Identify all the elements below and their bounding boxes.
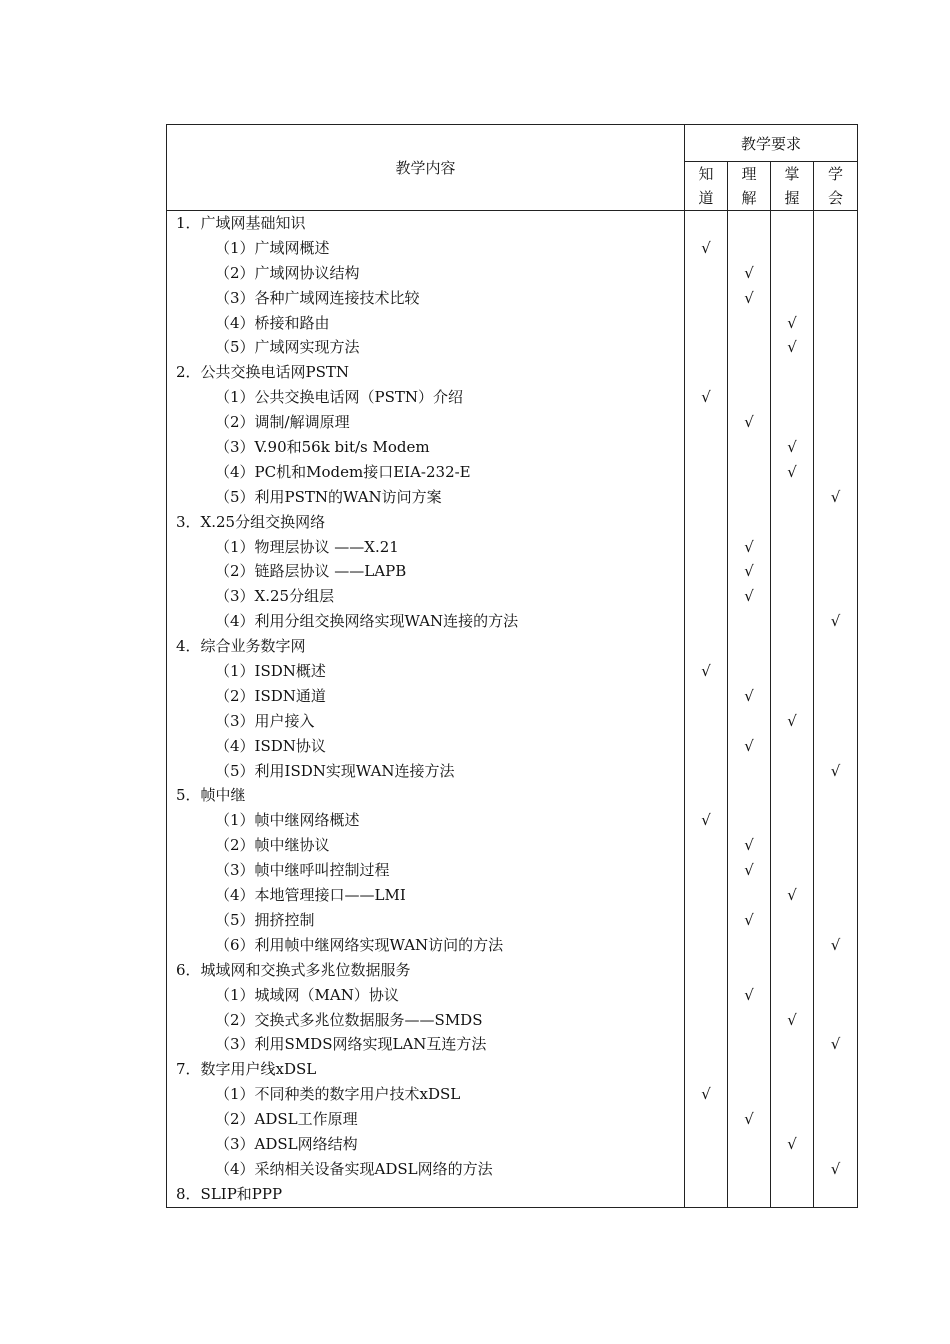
topic-item: （3）帧中继呼叫控制过程 [215,861,390,880]
check-mark: √ [787,338,797,357]
empty-cell [728,211,770,236]
empty-cell [685,1107,727,1132]
section-heading: 5．帧中继 [176,786,246,805]
empty-cell [771,559,813,584]
check-mark: √ [787,462,797,481]
check-mark: √ [701,662,711,681]
empty-cell [728,709,770,734]
empty-cell [771,1032,813,1057]
check-mark: √ [830,487,841,506]
check-mark: √ [830,761,841,780]
empty-cell [685,1182,727,1207]
empty-cell [771,734,813,759]
empty-cell [814,435,857,460]
table-header-row [167,125,858,162]
empty-cell [771,858,813,883]
section-heading: 8．SLIP和PPP [176,1184,283,1203]
empty-cell [771,535,813,560]
empty-cell [771,360,813,385]
empty-cell [685,559,727,584]
empty-cell [685,1132,727,1157]
empty-cell [814,1107,857,1132]
empty-cell [814,311,857,336]
empty-cell [685,634,727,659]
empty-cell [814,584,857,609]
check-mark: √ [701,811,711,830]
empty-cell [685,734,727,759]
topic-item: （2）帧中继协议 [215,836,330,855]
check-mark: √ [744,537,754,556]
empty-cell [728,659,770,684]
check-mark: √ [744,263,754,282]
empty-cell [814,659,857,684]
empty-cell [814,211,857,236]
check-mark: √ [701,388,711,407]
check-mark: √ [744,736,754,755]
topic-item: （1）广域网概述 [215,238,330,257]
empty-cell [728,808,770,833]
empty-cell [685,709,727,734]
empty-cell [685,883,727,908]
empty-cell [814,709,857,734]
empty-cell [814,958,857,983]
topic-item: （5）广域网实现方法 [215,338,360,357]
empty-cell [771,684,813,709]
empty-cell [771,808,813,833]
empty-cell [771,634,813,659]
topic-item: （4）利用分组交换网络实现WAN连接的方法 [215,612,519,631]
empty-cell [685,933,727,958]
empty-cell [771,1182,813,1207]
empty-cell [685,609,727,634]
topic-item: （1）城域网（MAN）协议 [215,985,399,1004]
empty-cell [728,385,770,410]
empty-cell [814,335,857,360]
table-body-row [167,211,858,1208]
empty-cell [685,335,727,360]
check-mark: √ [787,438,797,457]
level-label-top: 学 [828,165,844,183]
section-heading: 1．广域网基础知识 [176,214,306,232]
check-mark: √ [744,836,754,855]
topic-item: （3）V.90和56k bit/s Modem [215,438,430,457]
check-mark: √ [744,587,754,606]
empty-cell [771,958,813,983]
empty-cell [814,1057,857,1082]
topic-item: （4）PC机和Modem接口EIA-232-E [215,462,471,481]
empty-cell [814,858,857,883]
empty-cell [728,510,770,535]
empty-cell [728,933,770,958]
topic-item: （1）物理层协议 ——X.21 [215,537,399,556]
topic-item: （6）利用帧中继网络实现WAN访问的方法 [215,935,504,954]
check-mark: √ [830,1035,841,1054]
check-mark: √ [830,612,841,631]
section-heading: 7．数字用户线xDSL [176,1060,317,1079]
topic-item: （4）采纳相关设备实现ADSL网络的方法 [215,1159,493,1178]
check-mark: √ [787,313,797,332]
empty-cell [685,584,727,609]
master-column [771,211,814,1208]
empty-cell [728,485,770,510]
empty-cell [771,833,813,858]
empty-cell [728,1157,770,1182]
check-mark: √ [744,861,754,880]
empty-cell [685,1057,727,1082]
empty-cell [728,1082,770,1107]
empty-cell [771,410,813,435]
empty-cell [814,1182,857,1207]
empty-cell [685,510,727,535]
check-mark: √ [701,238,711,257]
empty-cell [685,833,727,858]
learn-column [814,211,858,1208]
empty-cell [771,261,813,286]
empty-cell [685,858,727,883]
topic-item: （2）链路层协议 ——LAPB [215,562,407,581]
topic-item: （5）利用ISDN实现WAN连接方法 [215,761,455,780]
check-mark: √ [744,288,754,307]
empty-cell [728,335,770,360]
empty-cell [771,1157,813,1182]
topic-item: （3）各种广域网连接技术比较 [215,288,420,307]
empty-cell [814,261,857,286]
topic-item: （2）调制/解调原理 [215,413,350,432]
empty-cell [771,983,813,1008]
empty-cell [771,584,813,609]
empty-cell [728,1182,770,1207]
section-heading: 2．公共交换电话网PSTN [176,363,350,382]
empty-cell [685,311,727,336]
check-mark: √ [787,711,797,730]
empty-cell [771,236,813,261]
topic-item: （5）拥挤控制 [215,910,315,929]
empty-cell [814,734,857,759]
empty-cell [771,908,813,933]
empty-cell [771,659,813,684]
content-header: 教学内容 [167,125,685,211]
check-mark: √ [744,985,754,1004]
empty-cell [728,883,770,908]
empty-cell [814,634,857,659]
topic-item: （3）用户接入 [215,711,315,730]
content-column [167,211,685,1208]
empty-cell [814,460,857,485]
empty-cell [814,385,857,410]
topic-item: （2）ADSL工作原理 [215,1110,358,1129]
empty-cell [771,1107,813,1132]
topic-item: （1）不同种类的数字用户技术xDSL [215,1085,461,1104]
empty-cell [685,1032,727,1057]
empty-cell [728,360,770,385]
empty-cell [814,908,857,933]
topic-item: （4）桥接和路由 [215,313,330,332]
check-mark: √ [787,1134,797,1153]
empty-cell [685,261,727,286]
empty-cell [685,535,727,560]
empty-cell [685,435,727,460]
topic-item: （2）ISDN通道 [215,686,326,705]
section-heading: 3．X.25分组交换网络 [176,512,326,531]
empty-cell [685,460,727,485]
empty-cell [814,510,857,535]
level-label-top: 掌 [784,165,800,183]
topic-item: （3）ADSL网络结构 [215,1134,358,1153]
level-header-know [685,162,728,211]
understand-column [728,211,771,1208]
empty-cell [771,485,813,510]
check-mark: √ [744,910,754,929]
empty-cell [685,1157,727,1182]
empty-cell [685,360,727,385]
topic-item: （2）交换式多兆位数据服务——SMDS [215,1010,483,1029]
topic-item: （1）公共交换电话网（PSTN）介绍 [215,388,464,407]
empty-cell [771,510,813,535]
empty-cell [685,783,727,808]
empty-cell [814,286,857,311]
empty-cell [728,236,770,261]
empty-cell [771,783,813,808]
empty-cell [685,410,727,435]
empty-cell [685,958,727,983]
empty-cell [814,1082,857,1107]
empty-cell [685,983,727,1008]
empty-cell [685,759,727,784]
empty-cell [728,1057,770,1082]
topic-item: （3）X.25分组层 [215,587,335,606]
empty-cell [814,1008,857,1033]
check-mark: √ [830,935,841,954]
topic-item: （5）利用PSTN的WAN访问方案 [215,487,442,506]
level-label-bottom: 会 [828,189,844,207]
empty-cell [685,485,727,510]
topic-item: （1）ISDN概述 [215,662,326,681]
empty-cell [771,1057,813,1082]
empty-cell [771,933,813,958]
empty-cell [771,211,813,236]
requirements-header: 教学要求 [685,125,858,162]
empty-cell [728,783,770,808]
empty-cell [814,808,857,833]
level-label-bottom: 解 [741,189,757,207]
check-mark: √ [744,562,754,581]
empty-cell [728,609,770,634]
topic-item: （4）本地管理接口——LMI [215,886,406,905]
empty-cell [728,1132,770,1157]
empty-cell [728,1008,770,1033]
empty-cell [685,211,727,236]
empty-cell [771,385,813,410]
empty-cell [814,783,857,808]
empty-cell [814,410,857,435]
check-mark: √ [744,413,754,432]
empty-cell [814,883,857,908]
empty-cell [814,983,857,1008]
syllabus-table [166,124,858,1208]
level-header-learn [814,162,858,211]
empty-cell [814,833,857,858]
section-heading: 4．综合业务数字网 [176,637,306,656]
empty-cell [685,286,727,311]
empty-cell [685,908,727,933]
empty-cell [728,759,770,784]
empty-cell [685,684,727,709]
check-mark: √ [830,1159,841,1178]
level-label-top: 理 [741,165,757,183]
level-header-understand [728,162,771,211]
check-mark: √ [787,1010,797,1029]
topic-item: （4）ISDN协议 [215,736,326,755]
empty-cell [728,1032,770,1057]
topic-item: （3）利用SMDS网络实现LAN互连方法 [215,1035,487,1054]
check-mark: √ [701,1085,711,1104]
know-column [685,211,728,1208]
empty-cell [814,1132,857,1157]
empty-cell [728,634,770,659]
level-label-bottom: 握 [784,189,800,207]
empty-cell [814,559,857,584]
check-mark: √ [744,1110,754,1129]
empty-cell [728,311,770,336]
empty-cell [771,286,813,311]
empty-cell [771,759,813,784]
empty-cell [728,435,770,460]
topic-item: （1）帧中继网络概述 [215,811,360,830]
level-header-master [771,162,814,211]
empty-cell [728,958,770,983]
empty-cell [814,684,857,709]
empty-cell [814,360,857,385]
empty-cell [685,1008,727,1033]
empty-cell [771,1082,813,1107]
section-heading: 6．城域网和交换式多兆位数据服务 [176,960,411,979]
level-label-top: 知 [698,165,714,183]
topic-item: （2）广域网协议结构 [215,263,360,282]
empty-cell [814,236,857,261]
check-mark: √ [744,686,754,705]
empty-cell [771,609,813,634]
empty-cell [728,460,770,485]
level-label-bottom: 道 [698,189,714,207]
check-mark: √ [787,886,797,905]
empty-cell [814,535,857,560]
